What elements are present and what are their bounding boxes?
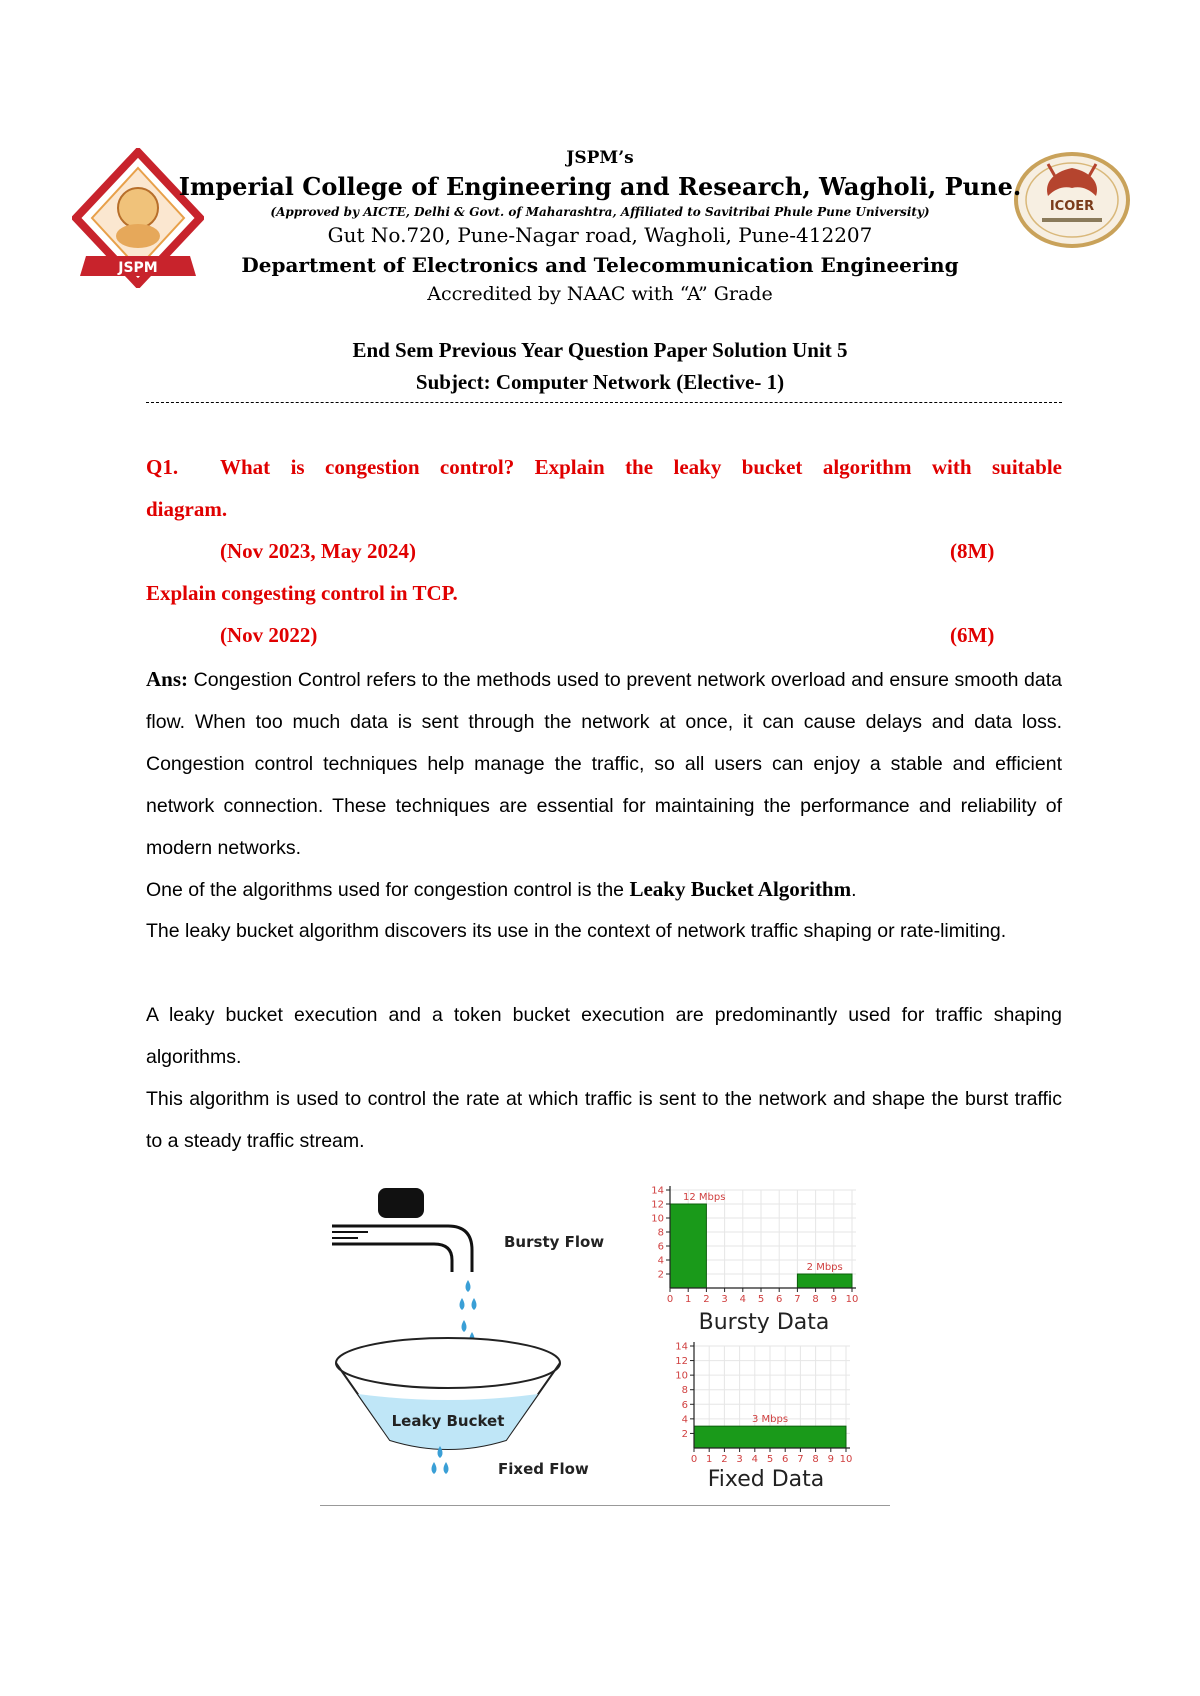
question-date-1: (Nov 2023, May 2024) [220,539,416,563]
question-number: Q1. [146,455,179,479]
chart1-x-tick-label: 9 [827,1454,834,1465]
chart0-x-tick-label: 3 [721,1294,728,1305]
question-text-line2: diagram. [146,497,228,521]
chart0-x-tick-label: 6 [776,1294,783,1305]
department-name: Department of Electronics and Telecommunication Engineering [241,253,959,277]
chart1-x-tick-label: 6 [782,1454,789,1465]
question-text-line1: What is congestion control? Explain the leaky bucket algorithm with suitable [220,455,1062,479]
subject-title: Subject: Computer Network (Elective- 1) [415,370,785,394]
chart0-x-tick-label: 4 [739,1294,746,1305]
chart1-y-tick-label: 10 [675,1370,688,1382]
chart1-y-tick-label: 6 [681,1399,688,1411]
chart0-y-tick-label: 12 [651,1199,664,1211]
bursty-data-chart [640,1178,870,1333]
chart0-bar-1 [797,1274,852,1288]
chart1-x-tick-label: 1 [706,1454,713,1465]
chart0-x-tick-label: 10 [845,1294,859,1305]
chart1-bar-0 [694,1426,846,1448]
answer-paragraph-2 [146,868,1062,911]
chart1-x-tick-label: 7 [797,1454,804,1465]
chart1-y-tick-label: 12 [675,1356,688,1368]
chart0-y-tick-label: 4 [657,1255,664,1267]
chart1-y-tick-label: 8 [681,1385,688,1397]
answer-label: Ans: [146,667,189,691]
footer-line [320,1505,890,1506]
chart1-x-tick-label: 8 [812,1454,819,1465]
paper-title: End Sem Previous Year Question Paper Solution Unit 5 [352,338,848,362]
answer-text-2-end: . [851,879,857,901]
chart1-x-tick-label: 4 [751,1454,758,1465]
bursty-data-title: Bursty Data [698,1310,830,1333]
chart1-y-tick-label: 14 [675,1341,688,1353]
chart0-x-tick-label: 1 [685,1294,692,1305]
leaky-bucket-diagram [328,1180,628,1480]
answer-text-1: Congestion Control refers to the methods used to prevent network overload and ensure smooth data flow. When too much data is sent through the network at once, it can cause delays and data loss. Congestion control techniques help manage the traffic, so all users can enjoy a stable and efficient network connection. These techniques are essential for maintaining the performance and reliability of modern networks. [146,669,1063,859]
chart0-x-tick-label: 5 [757,1294,765,1305]
chart0-y-tick-label: 10 [651,1213,664,1225]
bursty-flow-label: Bursty Flow [504,1233,605,1251]
chart1-x-tick-label: 2 [721,1454,728,1465]
chart0-bar-label-0: 12 Mbps [682,1192,726,1203]
chart0-x-tick-label: 7 [794,1294,801,1305]
alt-question: Explain congesting control in TCP. [146,581,458,605]
question-marks-1: (8M) [950,539,995,563]
college-name: Imperial College of Engineering and Research, Wagholi, Pune. [178,172,1022,201]
college-address: Gut No.720, Pune-Nagar road, Wagholi, Pune-412207 [327,223,873,247]
chart1-x-tick-label: 3 [736,1454,743,1465]
chart1-y-tick-label: 2 [681,1428,688,1440]
fixed-data-title: Fixed Data [707,1467,825,1492]
chart0-y-tick-label: 14 [651,1185,664,1197]
chart0-x-tick-label: 9 [830,1294,837,1305]
chart1-bar-label-0: 3 Mbps [751,1414,789,1426]
jspm-logo-text: JSPM [118,260,158,276]
chart0-y-tick-label: 8 [657,1227,664,1239]
question-marks-2: (6M) [950,623,995,647]
chart1-x-tick-label: 10 [839,1454,853,1465]
fixed-flow-label: Fixed Flow [498,1460,589,1478]
approval-note: (Approved by AICTE, Delhi & Govt. of Maharashtra, Affiliated to Savitribai Phule Pune University) [270,205,930,219]
chart0-y-tick-label: 2 [657,1269,664,1281]
chart0-bar-label-1: 2 Mbps [806,1262,843,1273]
answer-paragraph-5: This algorithm is used to control the rate at which traffic is sent to the network and shape the burst traffic to a steady traffic stream. [146,1088,1062,1152]
icoer-logo-text: ICOER [1049,199,1095,214]
leaky-bucket-label: Leaky Bucket [391,1412,505,1430]
fixed-data-chart [664,1334,874,1494]
chart0-bar-0 [670,1204,706,1288]
answer-paragraph-1 [146,658,1062,869]
answer-paragraph-4: A leaky bucket execution and a token bucket execution are predominantly used for traffic shaping algorithms. [146,1004,1062,1068]
section-divider [146,402,1062,403]
answer-paragraph-3: The leaky bucket algorithm discovers its use in the context of network traffic shaping or rate-limiting. [146,920,1007,942]
institution-group: JSPM’s [566,148,634,168]
chart0-x-tick-label: 2 [703,1294,710,1305]
chart0-x-tick-label: 8 [812,1294,819,1305]
tap-knob [378,1188,424,1218]
leaky-bucket-term: Leaky Bucket Algorithm [629,877,852,901]
question-date-2: (Nov 2022) [220,623,318,647]
chart1-y-tick-label: 4 [681,1414,688,1426]
chart0-y-tick-label: 6 [657,1241,664,1253]
accreditation: Accredited by NAAC with “A” Grade [427,283,773,305]
chart1-x-tick-label: 5 [766,1454,774,1465]
chart0-x-tick-label: 0 [666,1294,674,1305]
chart1-x-tick-label: 0 [690,1454,698,1465]
answer-text-2: One of the algorithms used for congestion control is the [146,879,630,901]
